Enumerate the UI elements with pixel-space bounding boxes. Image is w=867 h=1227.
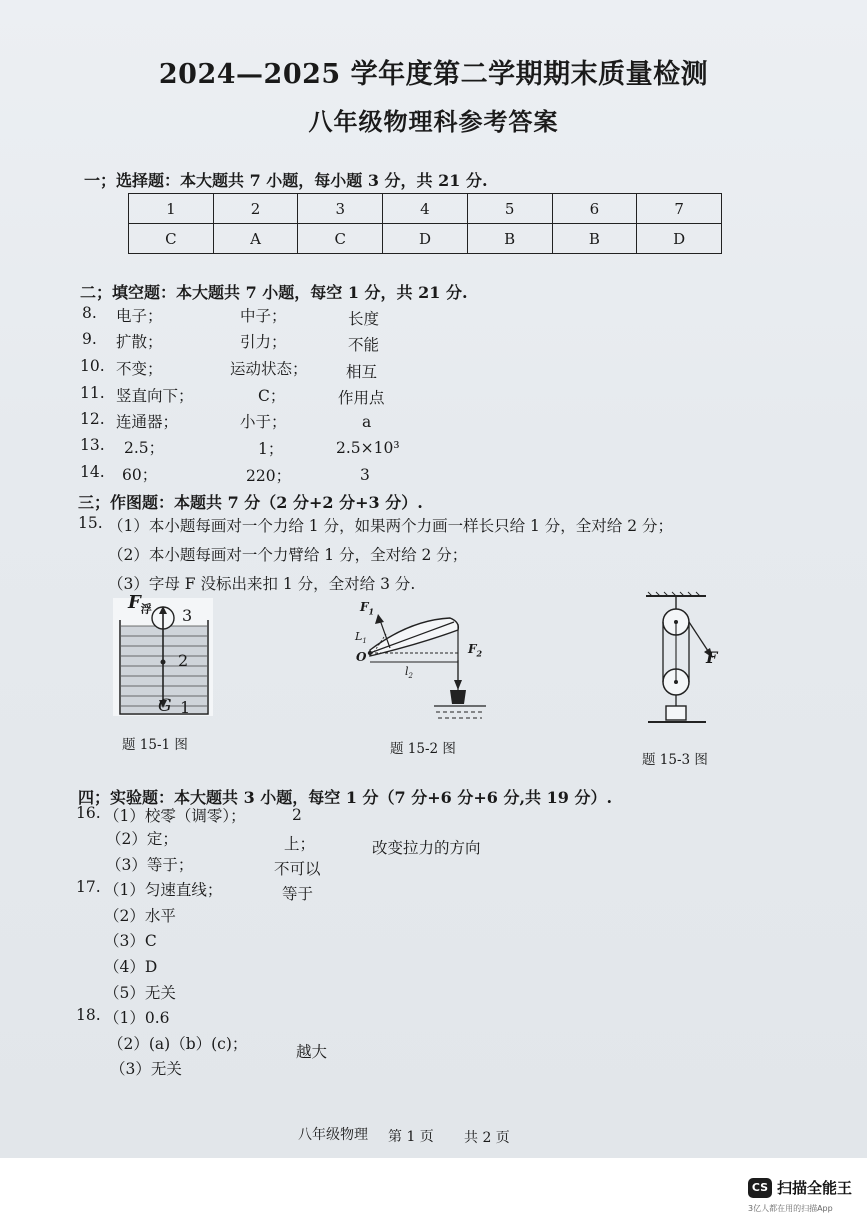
figure-15-1-caption: 题 15-1 图 xyxy=(122,737,188,753)
q16-line2-b: 上； xyxy=(284,835,316,853)
answer-a: 2.5； xyxy=(124,439,165,457)
table-cell: 1 xyxy=(129,194,214,224)
footer-subject: 八年级物理 xyxy=(298,1127,368,1143)
table-cell: D xyxy=(383,224,468,254)
section3-heading: 三；作图题：本题共 7 分（2 分+2 分+3 分）. xyxy=(78,493,423,512)
answer-c: 长度 xyxy=(348,310,380,328)
answer-num: 11. xyxy=(80,384,105,402)
q18-line3: （3）无关 xyxy=(110,1060,182,1078)
answer-a: 竖直向下； xyxy=(116,387,194,405)
q16-line2-a: （2）定； xyxy=(106,830,178,848)
footer-page: 第 1 页 xyxy=(388,1129,434,1145)
fig1-num3: 3 xyxy=(182,606,193,625)
camscanner-logo-icon: CS xyxy=(748,1178,772,1198)
q17-line1-a: （1）匀速直线； xyxy=(104,881,223,899)
table-row-answers xyxy=(129,224,722,254)
q18-line2-a: （2）(a)（b）(c)； xyxy=(108,1035,248,1053)
answer-b: 中子； xyxy=(240,307,287,325)
fig3-label-f: F xyxy=(706,648,718,667)
answer-a: 连通器； xyxy=(116,413,179,431)
q16-line1-a: （1）校零（调零）； xyxy=(104,807,246,825)
answer-num: 14. xyxy=(80,463,105,481)
fig2-label-o: O xyxy=(356,650,367,664)
figure-15-2-caption: 题 15-2 图 xyxy=(390,741,456,757)
table-cell: D xyxy=(637,224,722,254)
answer-c: 相互 xyxy=(346,363,378,381)
answer-a: 扩散； xyxy=(116,333,163,351)
camscanner-name: 扫描全能王 xyxy=(777,1179,853,1197)
answer-num: 9. xyxy=(82,330,97,348)
footer-total: 共 2 页 xyxy=(464,1130,510,1146)
q17-line5: （5）无关 xyxy=(104,984,176,1002)
multiple-choice-answer-table xyxy=(128,193,722,254)
answer-b: 引力； xyxy=(240,333,287,351)
q18-line2-b: 越大 xyxy=(296,1043,328,1061)
answer-a: 60； xyxy=(122,466,158,484)
fig2-label-l2: $l_2$ xyxy=(405,665,413,681)
table-cell: B xyxy=(552,224,637,254)
table-cell: C xyxy=(129,224,214,254)
table-cell: 3 xyxy=(298,194,383,224)
drawing-criterion-1: （1）本小题每画对一个力给 1 分，如果两个力画一样长只给 1 分，全对给 2 分； xyxy=(108,517,674,535)
drawing-criterion-2: （2）本小题每画对一个力臂给 1 分，全对给 2 分； xyxy=(108,546,468,564)
answer-num: 16. xyxy=(76,804,101,822)
fig2-label-f2: $F_2$ xyxy=(468,642,483,659)
answer-b: 1； xyxy=(258,440,284,458)
camscanner-tagline: 3亿人都在用的扫描App xyxy=(748,1204,833,1213)
table-cell: B xyxy=(467,224,552,254)
answer-num: 10. xyxy=(80,357,105,375)
answer-b: 运动状态； xyxy=(230,360,308,378)
answer-c: 作用点 xyxy=(338,389,385,407)
answer-b: 220； xyxy=(246,467,292,485)
answer-c: 不能 xyxy=(348,336,380,354)
page-subtitle: 八年级物理科参考答案 xyxy=(308,107,559,136)
page-title: 2024—2025 学年度第二学期期末质量检测 xyxy=(158,59,709,90)
q16-line3-b: 不可以 xyxy=(274,860,321,878)
fig2-label-f1: $F_1$ xyxy=(360,600,375,617)
table-cell: A xyxy=(213,224,298,254)
answer-num: 17. xyxy=(76,878,101,896)
table-row-numbers xyxy=(129,194,722,224)
section2-heading: 二；填空题：本大题共 7 小题，每空 1 分，共 21 分. xyxy=(80,283,468,302)
table-cell: C xyxy=(298,224,383,254)
answer-num: 12. xyxy=(80,410,105,428)
table-cell: 5 xyxy=(467,194,552,224)
table-cell: 7 xyxy=(637,194,722,224)
answer-c: 2.5×10³ xyxy=(336,439,400,457)
section1-heading: 一；选择题：本大题共 7 小题，每小题 3 分，共 21 分. xyxy=(84,171,488,190)
answer-a: 不变； xyxy=(116,360,163,378)
drawing-criterion-3: （3）字母 F 没标出来扣 1 分，全对给 3 分. xyxy=(108,575,416,593)
section4-heading: 四；实验题：本大题共 3 小题，每空 1 分（7 分+6 分+6 分,共 19 分）. xyxy=(78,788,613,807)
answer-c: 3 xyxy=(360,466,370,484)
answer-c: a xyxy=(362,413,372,431)
q16-line1-b: 2 xyxy=(292,806,302,824)
fig2-label-l1: $L_1$ xyxy=(355,630,367,646)
q16-line3-a: （3）等于； xyxy=(106,856,194,874)
q16-line2-c: 改变拉力的方向 xyxy=(372,839,481,857)
q17-line4: （4）D xyxy=(104,958,158,976)
answer-b: C； xyxy=(258,387,286,405)
scanner-watermark-bar xyxy=(0,1158,867,1227)
table-cell: 4 xyxy=(383,194,468,224)
answer-num: 18. xyxy=(76,1006,101,1024)
fig1-label-g: G xyxy=(158,696,172,716)
fig1-num2: 2 xyxy=(178,651,189,670)
fig1-num1: 1 xyxy=(180,698,191,717)
answer-b: 小于； xyxy=(240,413,287,431)
q17-line1-b: 等于 xyxy=(282,885,314,903)
q17-line3: （3）C xyxy=(104,932,157,950)
figure-15-3-caption: 题 15-3 图 xyxy=(642,752,708,768)
answer-num: 15. xyxy=(78,514,103,532)
answer-num: 13. xyxy=(80,436,105,454)
table-cell: 2 xyxy=(213,194,298,224)
answer-a: 电子； xyxy=(116,307,163,325)
q18-line1: （1）0.6 xyxy=(104,1009,170,1027)
answer-num: 8. xyxy=(82,304,97,322)
q17-line2: （2）水平 xyxy=(104,907,176,925)
fig1-label-f: $F_浮$ xyxy=(128,592,152,616)
table-cell: 6 xyxy=(552,194,637,224)
figure-15-2-lever xyxy=(350,600,490,720)
